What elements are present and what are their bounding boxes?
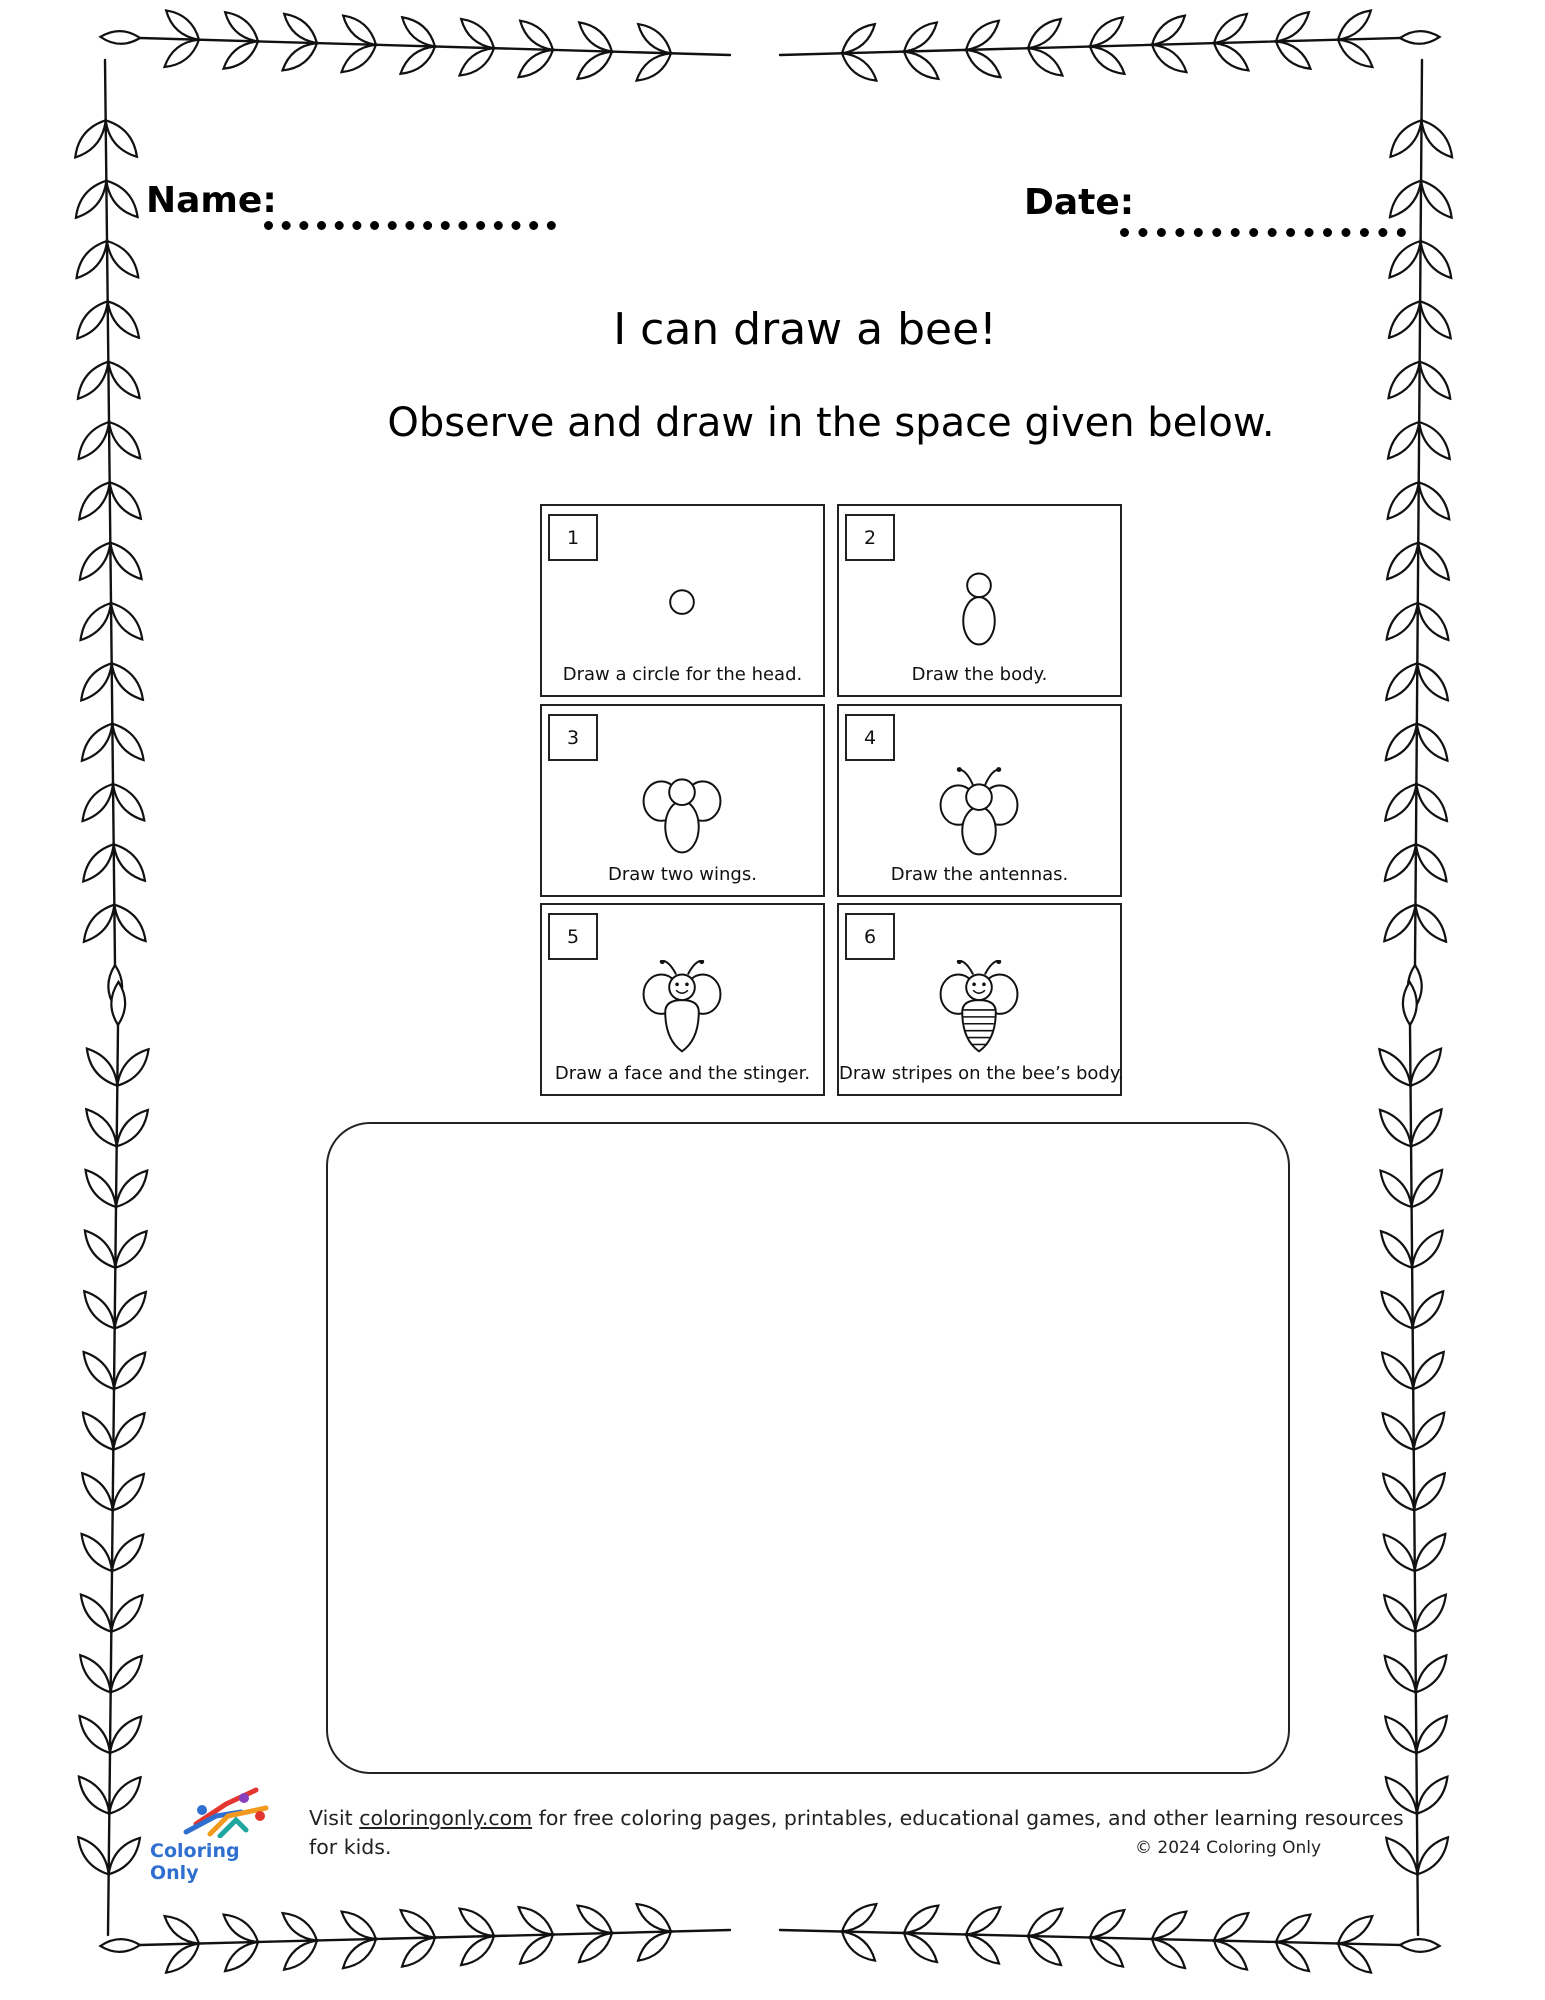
leaf-shape bbox=[1400, 1939, 1440, 1953]
bee-stripes-icon bbox=[839, 960, 1120, 1055]
leaf-shape bbox=[1400, 31, 1440, 45]
step-caption: Draw the antennas. bbox=[890, 864, 1069, 885]
step-caption: Draw stripes on the bee’s body. bbox=[839, 1063, 1124, 1084]
step-caption: Draw two wings. bbox=[608, 864, 757, 885]
step-number: 1 bbox=[548, 514, 598, 561]
drawing-area[interactable] bbox=[326, 1122, 1290, 1774]
coloring-only-logo bbox=[146, 1786, 276, 1884]
step-card-1 bbox=[540, 504, 825, 697]
copyright-text: © 2024 Coloring Only bbox=[1135, 1838, 1322, 1858]
step-card-2 bbox=[837, 504, 1122, 697]
coloringonly-link[interactable]: coloringonly.com bbox=[359, 1806, 533, 1830]
footer-visit-suffix: for free coloring pages, printables, educational games, and other learning resources bbox=[532, 1806, 1404, 1830]
step-card-4 bbox=[837, 704, 1122, 897]
bee-head-body-icon bbox=[839, 561, 1120, 656]
leaf-shape bbox=[100, 1939, 140, 1953]
step-number: 2 bbox=[845, 514, 895, 561]
step-caption: Draw a face and the stinger. bbox=[554, 1063, 811, 1084]
date-line[interactable] bbox=[1120, 228, 1406, 237]
page-title: I can draw a bee! bbox=[613, 304, 997, 355]
date-label: Date: bbox=[1024, 182, 1135, 223]
bee-antennas-icon bbox=[839, 761, 1120, 856]
leaf-shape bbox=[100, 31, 140, 45]
step-number: 3 bbox=[548, 714, 598, 761]
step-caption: Draw the body. bbox=[911, 664, 1048, 685]
step-number: 6 bbox=[845, 913, 895, 960]
step-card-6 bbox=[837, 903, 1122, 1096]
step-caption: Draw a circle for the head. bbox=[562, 664, 803, 685]
step-number: 4 bbox=[845, 714, 895, 761]
name-line[interactable] bbox=[264, 221, 556, 230]
footer-visit-prefix: Visit bbox=[309, 1806, 360, 1830]
footer-visit-line2: for kids. bbox=[309, 1835, 392, 1859]
name-label: Name: bbox=[146, 180, 277, 221]
bee-wings-icon bbox=[542, 761, 823, 856]
bee-head-circle-icon bbox=[542, 561, 823, 656]
footer-visit-text bbox=[309, 1806, 1404, 1830]
step-card-3 bbox=[540, 704, 825, 897]
step-card-5 bbox=[540, 903, 825, 1096]
logo-figures-icon bbox=[166, 1786, 286, 1838]
step-number: 5 bbox=[548, 913, 598, 960]
logo-text: Coloring Only bbox=[150, 1840, 240, 1884]
bee-face-stinger-icon bbox=[542, 960, 823, 1055]
page-subtitle: Observe and draw in the space given below. bbox=[387, 400, 1275, 446]
